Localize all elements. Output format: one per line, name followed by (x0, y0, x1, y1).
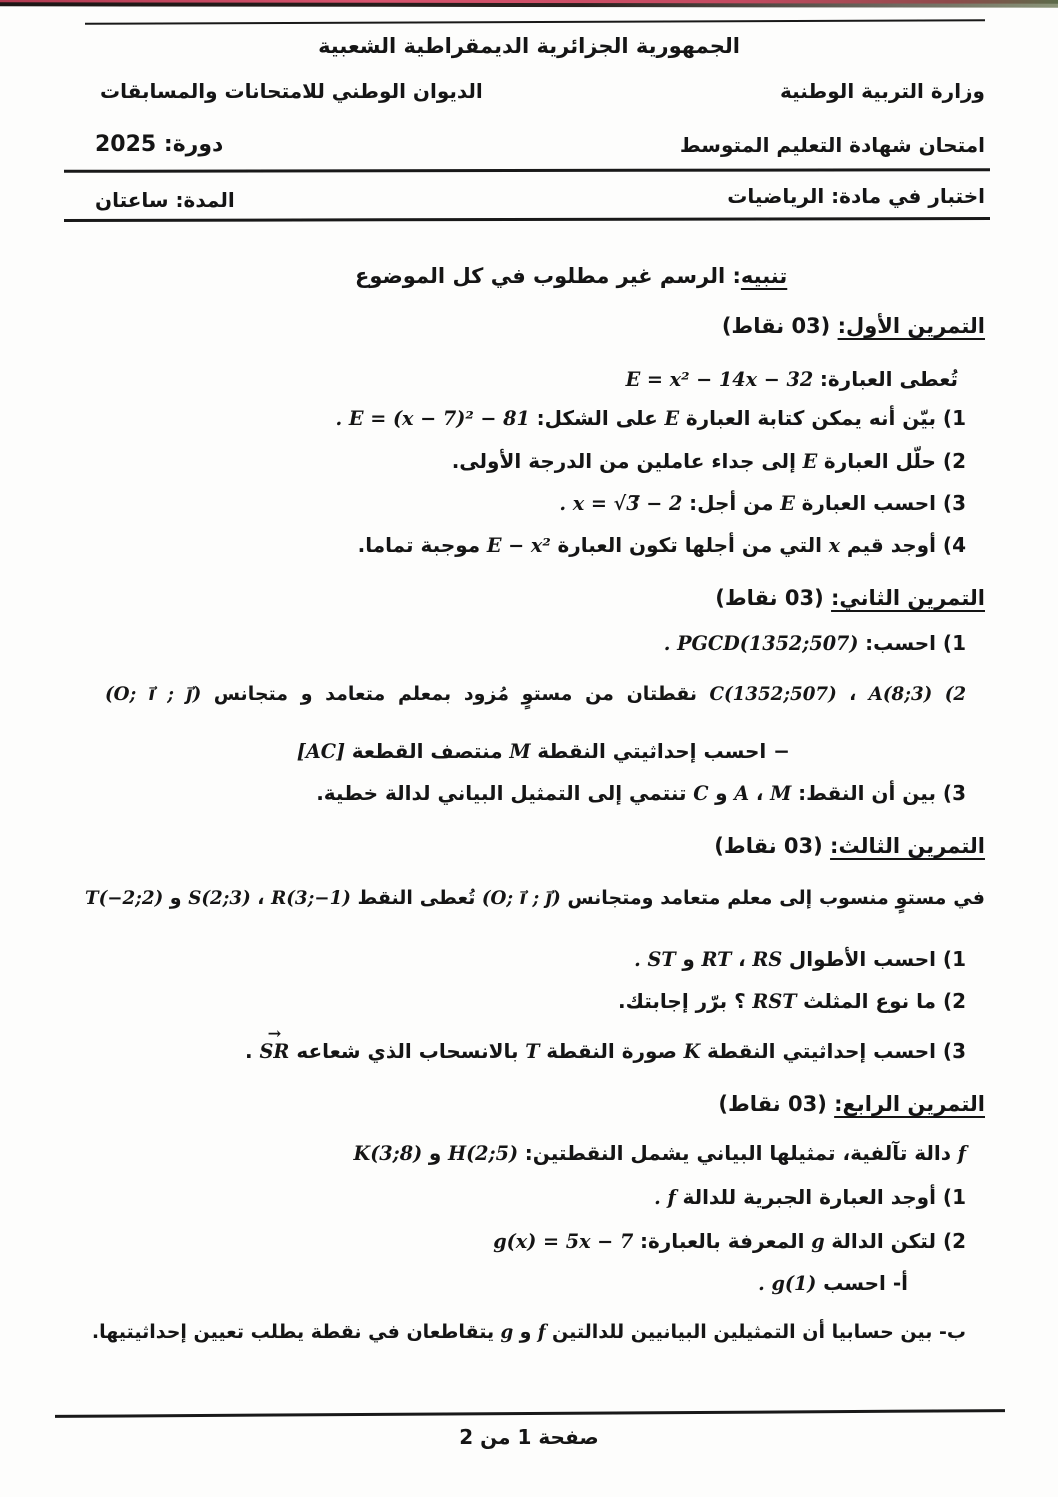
exercise4-question-2b: ب- بين حسابيا أن التمثيلين البيانيين للدالتين f و g يتقاطعان في نقطة يطلب تعيين إحداثيتيها. (91, 1321, 966, 1343)
exercise4-intro: f دالة تآلفية، تمثيلها البياني يشمل النقطتين: H(2;5) و K(3;8) (353, 1141, 966, 1165)
duration-label: المدة: ساعتان (95, 188, 235, 212)
exam-title: امتحان شهادة التعليم المتوسط (679, 133, 985, 157)
notice-line (355, 262, 787, 290)
exercise3-points: (03 نقاط) (714, 834, 831, 858)
ministry-label: وزارة التربية الوطنية (779, 79, 985, 103)
vector-sr: SR → (260, 1039, 290, 1065)
exercise4-heading (718, 1090, 985, 1118)
header-bottom-rule (64, 217, 990, 222)
exercise1-given: تُعطى العبارة: E = x² − 14x − 32 (625, 367, 958, 391)
exercise3-question-2: 2) ما نوع المثلث RST ؟ برّر إجابتك. (618, 989, 966, 1013)
notice-text: : الرسم غير مطلوب في كل الموضوع (355, 264, 741, 288)
exercise1-question-1: 1) بيّن أنه يمكن كتابة العبارة E على الشكل: E = (x − 7)² − 81 . (335, 406, 966, 430)
exercise3-heading (714, 832, 985, 860)
exercise3-intro: في مستوٍ منسوب إلى معلم متعامد ومتجانس (O; i⃗ ; j⃗) تُعطى النقط R(3;−1) ،‏ S(2;3) و T(−2;2) (85, 887, 985, 909)
exercise4-points: (03 نقاط) (718, 1092, 835, 1116)
exercise2-title: التمرين الثاني: (831, 586, 985, 610)
exercise1-question-4: 4) أوجد قيم x التي من أجلها تكون العبارة E − x² موجبة تماما. (357, 533, 966, 557)
exercise2-heading (715, 584, 985, 612)
exercise1-heading (722, 312, 985, 340)
exercise3-question-3-text: 3) احسب إحداثيتي النقطة K صورة النقطة T بالانسحاب الذي شعاعه (289, 1039, 966, 1063)
page-number: صفحة 1 من 2 (459, 1425, 599, 1449)
exercise2-question-2-sub: − احسب إحداثيتي النقطة M منتصف القطعة [AC] (296, 739, 790, 763)
exercise3-question-1: 1) احسب الأطوال RS ،‏ RT و ST . (634, 947, 966, 971)
exercise1-points: (03 نقاط) (721, 314, 838, 338)
exercise1-title: التمرين الأول: (837, 314, 985, 338)
exercise4-question-2: 2) لتكن الدالة g المعرفة بالعبارة: g(x) = 5x − 7 (493, 1229, 966, 1253)
exercise4-title: التمرين الرابع: (834, 1092, 985, 1116)
scan-edge-artifact-shadow (0, 2, 1058, 7)
exercise4-question-1: 1) أوجد العبارة الجبرية للدالة f . (654, 1185, 966, 1209)
exercise1-question-3: 3) احسب العبارة E من أجل: x = √3̅ − 2 . (559, 491, 966, 515)
header-top-rule (85, 19, 985, 24)
exercise2-question-2: 2) A(8;3) ،‏ C(1352;507) نقطتان من مستوٍ مُزود بمعلم متعامد و متجانس (O; i⃗ ; j⃗) (105, 683, 967, 705)
office-label: الديوان الوطني للامتحانات والمسابقات (100, 79, 483, 103)
exercise4-question-2a: أ- احسب g(1) . (758, 1271, 908, 1295)
notice-label: تنبيه (740, 264, 788, 288)
footer-rule (55, 1409, 1005, 1418)
exercise3-question-3-period: . (244, 1039, 260, 1063)
exercise2-points: (03 نقاط) (715, 586, 832, 610)
exercise3-question-3 (245, 1038, 966, 1065)
exercise2-question-3: 3) بين أن النقط: M ،‏ A و C تنتمي إلى التمثيل البياني لدالة خطية. (316, 781, 966, 805)
republic-title: الجمهورية الجزائرية الديمقراطية الشعبية (318, 34, 740, 58)
session-label: دورة: 2025 (95, 132, 224, 157)
exercise2-question-1: 1) احسب: PGCD(1352;507) . (663, 631, 966, 655)
exercise3-title: التمرين الثالث: (830, 834, 985, 858)
subject-label: اختبار في مادة: الرياضيات (727, 184, 985, 208)
exercise1-question-2: 2) حلّل العبارة E إلى جداء عاملين من الدرجة الأولى. (451, 449, 966, 473)
header-middle-rule (64, 168, 990, 173)
